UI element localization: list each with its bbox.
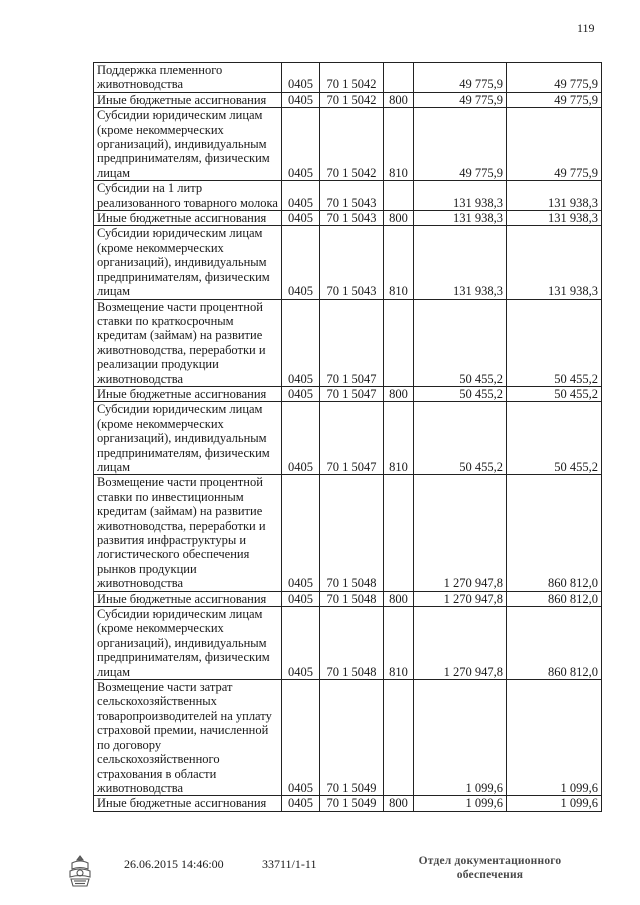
budget-table-body [94, 63, 602, 812]
amount-1-cell: 50 455,2 [414, 402, 507, 475]
table-row [94, 108, 602, 181]
expense-type-cell [384, 63, 414, 93]
section-code-cell: 0405 [282, 475, 320, 591]
table-row [94, 796, 602, 811]
amount-1-cell: 49 775,9 [414, 92, 507, 107]
amount-2-cell: 131 938,3 [507, 181, 602, 211]
table-row [94, 181, 602, 211]
row-name-cell: Иные бюджетные ассигнования [94, 796, 282, 811]
section-code-cell: 0405 [282, 226, 320, 299]
amount-1-cell: 49 775,9 [414, 63, 507, 93]
footer-document-number: 33711/1-11 [262, 857, 317, 871]
footer-department-stamp [405, 854, 575, 882]
amount-2-cell: 131 938,3 [507, 211, 602, 226]
expense-type-cell [384, 299, 414, 386]
expense-type-cell: 810 [384, 226, 414, 299]
article-code-cell: 70 1 5043 [320, 226, 384, 299]
section-code-cell: 0405 [282, 607, 320, 680]
expense-type-cell [384, 181, 414, 211]
expense-type-cell: 800 [384, 386, 414, 401]
table-row [94, 607, 602, 680]
table-row [94, 386, 602, 401]
section-code-cell: 0405 [282, 63, 320, 93]
amount-2-cell: 1 099,6 [507, 796, 602, 811]
budget-table [93, 62, 602, 812]
row-name-cell: Возмещение части затрат сельскохозяйственных товаропроизводителей на уплату страховой премии, начисленной по договору сельскохозяйственного страхования в области животноводства [94, 680, 282, 796]
department-line-2: обеспечения [456, 869, 524, 881]
row-name-cell: Субсидии юридическим лицам (кроме некоммерческих организаций), индивидуальным предпринимателям, физическим лицам [94, 607, 282, 680]
expense-type-cell: 800 [384, 591, 414, 606]
article-code-cell: 70 1 5042 [320, 108, 384, 181]
section-code-cell: 0405 [282, 92, 320, 107]
table-row [94, 680, 602, 796]
amount-1-cell: 1 270 947,8 [414, 607, 507, 680]
section-code-cell: 0405 [282, 680, 320, 796]
section-code-cell: 0405 [282, 386, 320, 401]
article-code-cell: 70 1 5047 [320, 386, 384, 401]
section-code-cell: 0405 [282, 591, 320, 606]
section-code-cell: 0405 [282, 402, 320, 475]
row-name-cell: Иные бюджетные ассигнования [94, 386, 282, 401]
coat-of-arms-emblem [62, 853, 98, 889]
department-line-1: Отдел документационного [418, 855, 562, 867]
row-name-cell: Поддержка племенного животноводства [94, 63, 282, 93]
article-code-cell: 70 1 5049 [320, 680, 384, 796]
amount-2-cell: 1 099,6 [507, 680, 602, 796]
table-row [94, 63, 602, 93]
amount-1-cell: 1 270 947,8 [414, 591, 507, 606]
article-code-cell: 70 1 5048 [320, 591, 384, 606]
section-code-cell: 0405 [282, 299, 320, 386]
article-code-cell: 70 1 5047 [320, 402, 384, 475]
amount-1-cell: 131 938,3 [414, 226, 507, 299]
expense-type-cell [384, 475, 414, 591]
expense-type-cell: 800 [384, 211, 414, 226]
amount-1-cell: 1 270 947,8 [414, 475, 507, 591]
expense-type-cell: 810 [384, 402, 414, 475]
article-code-cell: 70 1 5042 [320, 63, 384, 93]
row-name-cell: Возмещение части процентной ставки по краткосрочным кредитам (займам) на развитие животноводства, переработки и реализации продукции животноводства [94, 299, 282, 386]
table-row [94, 299, 602, 386]
expense-type-cell [384, 680, 414, 796]
section-code-cell: 0405 [282, 181, 320, 211]
expense-type-cell: 810 [384, 108, 414, 181]
article-code-cell: 70 1 5049 [320, 796, 384, 811]
section-code-cell: 0405 [282, 108, 320, 181]
row-name-cell: Иные бюджетные ассигнования [94, 92, 282, 107]
expense-type-cell: 810 [384, 607, 414, 680]
table-row [94, 591, 602, 606]
expense-type-cell: 800 [384, 92, 414, 107]
table-row [94, 92, 602, 107]
table-row [94, 226, 602, 299]
amount-2-cell: 50 455,2 [507, 402, 602, 475]
page-number: 119 [577, 21, 595, 35]
amount-2-cell: 49 775,9 [507, 108, 602, 181]
amount-2-cell: 860 812,0 [507, 607, 602, 680]
row-name-cell: Субсидии юридическим лицам (кроме некоммерческих организаций), индивидуальным предпринимателям, физическим лицам [94, 402, 282, 475]
amount-2-cell: 50 455,2 [507, 299, 602, 386]
footer-datetime: 26.06.2015 14:46:00 [124, 857, 224, 871]
amount-2-cell: 131 938,3 [507, 226, 602, 299]
amount-2-cell: 49 775,9 [507, 92, 602, 107]
table-row [94, 211, 602, 226]
section-code-cell: 0405 [282, 211, 320, 226]
amount-2-cell: 860 812,0 [507, 475, 602, 591]
amount-1-cell: 1 099,6 [414, 796, 507, 811]
amount-1-cell: 50 455,2 [414, 299, 507, 386]
amount-2-cell: 49 775,9 [507, 63, 602, 93]
article-code-cell: 70 1 5048 [320, 475, 384, 591]
article-code-cell: 70 1 5042 [320, 92, 384, 107]
row-name-cell: Иные бюджетные ассигнования [94, 211, 282, 226]
section-code-cell: 0405 [282, 796, 320, 811]
article-code-cell: 70 1 5048 [320, 607, 384, 680]
amount-1-cell: 131 938,3 [414, 181, 507, 211]
article-code-cell: 70 1 5043 [320, 181, 384, 211]
article-code-cell: 70 1 5047 [320, 299, 384, 386]
article-code-cell: 70 1 5043 [320, 211, 384, 226]
row-name-cell: Иные бюджетные ассигнования [94, 591, 282, 606]
amount-1-cell: 50 455,2 [414, 386, 507, 401]
row-name-cell: Субсидии юридическим лицам (кроме некоммерческих организаций), индивидуальным предпринимателям, физическим лицам [94, 108, 282, 181]
table-row [94, 402, 602, 475]
amount-2-cell: 860 812,0 [507, 591, 602, 606]
table-row [94, 475, 602, 591]
amount-1-cell: 131 938,3 [414, 211, 507, 226]
amount-2-cell: 50 455,2 [507, 386, 602, 401]
row-name-cell: Возмещение части процентной ставки по инвестиционным кредитам (займам) на развитие животноводства, переработки и развития инфраструктуры и логистического обеспечения рынков продукции животноводства [94, 475, 282, 591]
amount-1-cell: 49 775,9 [414, 108, 507, 181]
row-name-cell: Субсидии на 1 литр реализованного товарного молока [94, 181, 282, 211]
amount-1-cell: 1 099,6 [414, 680, 507, 796]
row-name-cell: Субсидии юридическим лицам (кроме некоммерческих организаций), индивидуальным предпринимателям, физическим лицам [94, 226, 282, 299]
expense-type-cell: 800 [384, 796, 414, 811]
